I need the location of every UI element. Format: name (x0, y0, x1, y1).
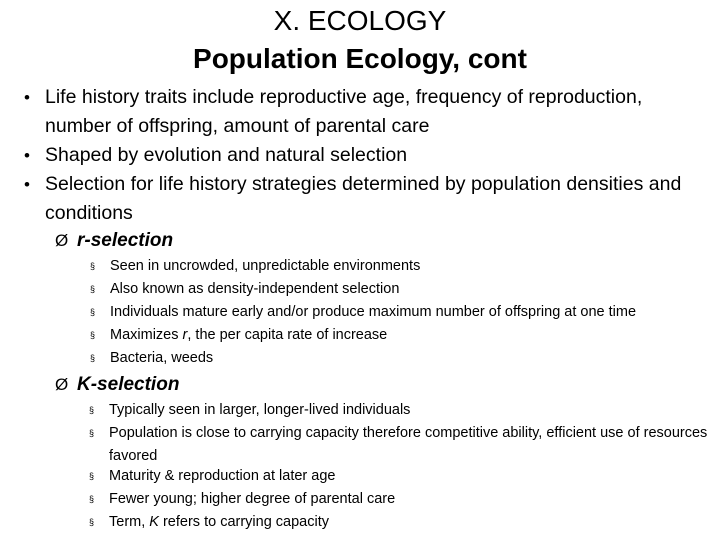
square-bullet-icon: § (89, 494, 95, 504)
r-item-text: Also known as density-independent selection (110, 281, 400, 297)
bullet-text: Selection for life history strategies determined by population densities and conditions (45, 173, 682, 224)
square-bullet-icon: § (90, 261, 96, 271)
slide-title: X. ECOLOGY (273, 5, 447, 36)
square-bullet-icon: § (90, 353, 96, 363)
k-symbol: K (149, 514, 159, 530)
arrow-bullet-icon: Ø (55, 375, 69, 394)
square-bullet-icon: § (90, 307, 96, 317)
heading-suffix: -selection (84, 230, 174, 251)
bullet-marker: • (24, 88, 30, 107)
square-bullet-icon: § (89, 428, 95, 438)
k-item-text: Typically seen in larger, longer-lived individuals (109, 402, 411, 418)
k-item-text: Maturity & reproduction at later age (109, 468, 336, 484)
k-symbol: K (77, 374, 91, 395)
r-item-text: Maximizes r, the per capita rate of increase (110, 327, 388, 343)
square-bullet-icon: § (90, 284, 96, 294)
square-bullet-icon: § (89, 405, 95, 415)
r-symbol: r (77, 230, 85, 251)
k-item-text: Term, K refers to carrying capacity (109, 514, 329, 530)
square-bullet-icon: § (89, 517, 95, 527)
slide-subtitle: Population Ecology, cont (193, 43, 527, 74)
arrow-bullet-icon: Ø (55, 231, 69, 250)
square-bullet-icon: § (89, 471, 95, 481)
bullet-text: Life history traits include reproductive age, frequency of reproduction, number of offspring, amount of parental care (45, 86, 643, 137)
heading-suffix: -selection (90, 374, 180, 395)
r-item-text: Seen in uncrowded, unpredictable environments (110, 258, 421, 274)
square-bullet-icon: § (90, 330, 96, 340)
k-item-text: Fewer young; higher degree of parental care (109, 491, 396, 507)
r-item-text: Bacteria, weeds (110, 350, 214, 366)
bullet-marker: • (24, 175, 30, 194)
r-item-text: Individuals mature early and/or produce maximum number of offspring at one time (110, 304, 637, 320)
r-symbol: r (182, 327, 188, 343)
bullet-text: Shaped by evolution and natural selection (45, 144, 408, 166)
bullet-marker: • (24, 146, 30, 165)
k-item-text: Population is close to carrying capacity therefore competitive ability, efficient use of resources favored (109, 425, 708, 464)
